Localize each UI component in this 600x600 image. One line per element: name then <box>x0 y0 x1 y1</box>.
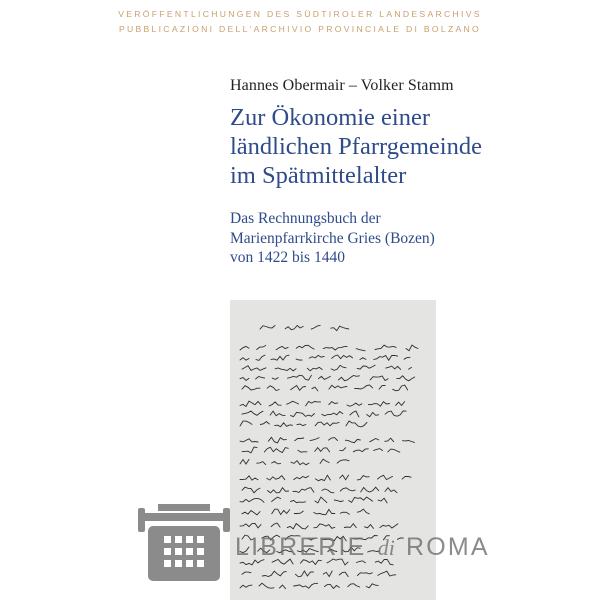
book-subtitle-line: Marienpfarrkirche Gries (Bozen) <box>230 229 435 247</box>
handwriting-stroke <box>271 355 289 360</box>
handwriting-stroke <box>324 585 339 589</box>
handwriting-stroke <box>370 376 388 381</box>
handwriting-stroke <box>397 376 415 381</box>
librerie-di-roma-watermark <box>134 500 490 585</box>
handwriting-stroke <box>322 412 343 416</box>
handwriting-stroke <box>315 422 339 426</box>
handwriting-stroke <box>404 357 410 359</box>
handwriting-stroke <box>242 386 260 390</box>
watermark-word-di: di <box>377 535 395 560</box>
handwriting-stroke <box>329 438 338 441</box>
book-subtitle-line: von 1422 bis 1440 <box>230 249 345 266</box>
handwriting-stroke <box>355 385 373 389</box>
handwriting-stroke <box>361 487 379 492</box>
handwriting-stroke <box>393 385 408 391</box>
handwriting-stroke <box>240 401 261 406</box>
handwriting-stroke <box>257 346 266 350</box>
handwriting-stroke <box>295 438 304 441</box>
handwriting-stroke <box>280 585 286 589</box>
handwriting-stroke <box>332 355 353 359</box>
handwriting-stroke <box>329 385 347 389</box>
handwriting-stroke <box>310 438 319 441</box>
handwriting-stroke <box>287 401 299 404</box>
handwriting-stroke <box>360 358 366 360</box>
handwriting-stroke <box>242 447 257 453</box>
handwriting-stroke <box>291 412 315 416</box>
handwriting-stroke <box>264 447 288 452</box>
handwriting-stroke <box>269 402 281 406</box>
handwriting-stroke <box>267 386 279 391</box>
handwriting-stroke <box>285 326 303 330</box>
handwriting-stroke <box>240 358 249 361</box>
handwriting-stroke <box>340 448 346 451</box>
handwriting-stroke <box>296 359 302 360</box>
handwriting-stroke <box>256 377 265 380</box>
handwriting-stroke <box>291 386 306 391</box>
handwriting-stroke <box>242 411 263 415</box>
handwriting-stroke <box>331 365 346 370</box>
watermark-text <box>235 533 490 562</box>
handwriting-stroke <box>318 376 330 379</box>
handwriting-stroke <box>402 476 411 479</box>
handwriting-stroke <box>340 488 355 491</box>
handwriting-stroke <box>240 378 249 381</box>
handwriting-stroke <box>374 355 398 360</box>
handwriting-stroke <box>240 439 258 442</box>
handwriting-stroke <box>240 459 249 464</box>
handwriting-stroke <box>275 368 296 371</box>
handwriting-stroke <box>353 449 368 452</box>
handwriting-stroke <box>296 345 314 349</box>
book-title-line: ländlichen Pfarrgemeinde <box>230 133 482 160</box>
handwriting-stroke <box>272 378 278 380</box>
handwriting-stroke <box>388 449 400 452</box>
book-authors: Hannes Obermair – Volker Stamm <box>230 77 454 94</box>
handwriting-stroke <box>339 376 360 381</box>
handwriting-stroke <box>356 349 365 351</box>
handwriting-stroke <box>291 461 309 465</box>
handwriting-stroke <box>307 367 322 371</box>
handwriting-stroke <box>346 421 367 427</box>
handwriting-stroke <box>306 402 321 406</box>
series-line-german: VERÖFFENTLICHUNGEN DES SÜDTIROLER LANDESARCHIVS <box>118 9 482 19</box>
handwriting-stroke <box>368 402 389 407</box>
handwriting-stroke <box>294 476 309 480</box>
handwriting-stroke <box>240 585 252 588</box>
handwriting-stroke <box>403 441 415 443</box>
handwriting-stroke <box>315 448 330 452</box>
handwriting-stroke <box>322 489 334 493</box>
book-subtitle <box>230 209 570 268</box>
handwriting-stroke <box>345 439 360 442</box>
series-header <box>0 7 600 37</box>
book-title <box>230 103 570 190</box>
handwriting-stroke <box>396 402 405 406</box>
handwriting-stroke <box>350 411 359 417</box>
handwriting-stroke <box>272 462 281 464</box>
handwriting-stroke <box>268 437 286 443</box>
handwriting-stroke <box>385 411 406 416</box>
series-line-italian: PUBBLICAZIONI DELL'ARCHIVIO PROVINCIALE DI BOLZANO <box>118 24 482 34</box>
watermark-word-roma: ROMA <box>405 533 490 561</box>
handwriting-stroke <box>293 488 314 493</box>
handwriting-stroke <box>367 412 379 416</box>
handwriting-stroke <box>347 403 362 406</box>
handwriting-stroke <box>320 459 329 463</box>
handwriting-stroke <box>256 355 265 360</box>
handwriting-stroke <box>288 375 312 380</box>
handwriting-stroke <box>267 476 285 480</box>
handwriting-stroke <box>409 367 412 369</box>
handwriting-stroke <box>375 345 396 349</box>
typewriter-icon <box>134 500 234 585</box>
handwriting-stroke <box>297 424 306 426</box>
handwriting-stroke <box>260 326 275 330</box>
handwriting-stroke <box>386 366 401 369</box>
handwriting-stroke <box>276 346 288 349</box>
handwriting-stroke <box>406 345 418 351</box>
handwriting-stroke <box>340 475 349 480</box>
handwriting-stroke <box>370 439 379 442</box>
handwriting-stroke <box>268 488 289 493</box>
handwriting-stroke <box>378 475 393 479</box>
handwriting-stroke <box>309 355 324 358</box>
watermark-word-librerie: LIBRERIE <box>235 533 367 561</box>
book-title-line: im Spätmittelalter <box>230 162 407 189</box>
handwriting-stroke <box>379 386 385 390</box>
handwriting-stroke <box>257 462 266 465</box>
handwriting-stroke <box>260 422 269 425</box>
handwriting-stroke <box>312 387 318 391</box>
handwriting-stroke <box>240 346 249 350</box>
handwriting-stroke <box>331 326 349 331</box>
handwriting-stroke <box>270 411 285 416</box>
handwriting-stroke <box>385 488 397 493</box>
handwriting-stroke <box>357 365 375 369</box>
handwriting-stroke <box>374 449 383 451</box>
handwriting-stroke <box>357 476 369 480</box>
handwriting-stroke <box>275 423 293 427</box>
handwriting-stroke <box>240 421 252 426</box>
handwriting-stroke <box>323 346 347 350</box>
handwriting-stroke <box>315 475 330 481</box>
handwriting-stroke <box>329 402 338 405</box>
handwriting-stroke <box>337 460 349 463</box>
handwriting-stroke <box>311 325 320 329</box>
handwriting-stroke <box>298 450 307 452</box>
handwriting-stroke <box>385 438 394 442</box>
book-title-line: Zur Ökonomie einer <box>230 104 431 131</box>
handwriting-stroke <box>242 487 260 493</box>
handwriting-stroke <box>242 366 266 371</box>
book-subtitle-line: Das Rechnungsbuch der <box>230 210 381 227</box>
handwriting-stroke <box>240 476 258 480</box>
